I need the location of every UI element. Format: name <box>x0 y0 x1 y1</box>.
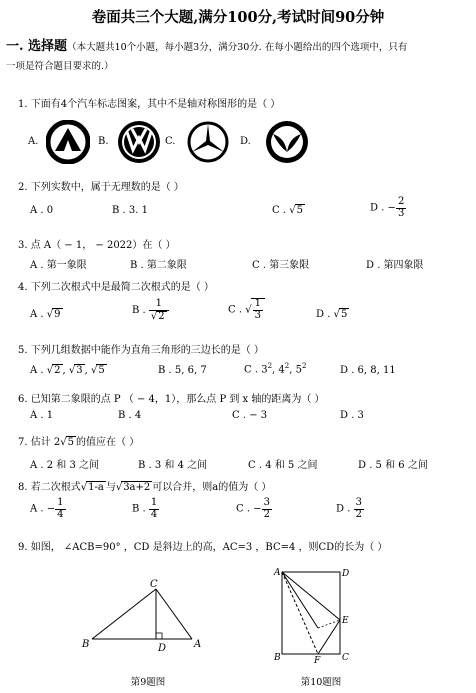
q6-option-c: C . − 3 <box>232 410 268 421</box>
q2-stem: 2. 下列实数中，属于无理数的是（ ） <box>18 182 184 193</box>
q3-option-a: A . 第一象限 <box>30 260 87 271</box>
fig9-label-d: D <box>158 643 167 654</box>
fig10-label-f: F <box>314 656 321 664</box>
q7-option-d: D . 5 和 6 之间 <box>358 460 428 471</box>
q2-option-b: B . 3. 1 <box>112 205 148 216</box>
q6-option-b: B . 4 <box>118 410 142 421</box>
mercedes-logo-icon <box>186 120 230 164</box>
q2-option-c: C . √5 <box>272 205 303 216</box>
fig9-label-a: A <box>194 639 202 650</box>
q7-stem: 7. 估计 2√5 的值应在（ ） <box>18 437 140 448</box>
q8-option-b: B . $\frac{1}{4}$ <box>132 497 158 520</box>
q3-option-b: B . 第二象限 <box>130 260 187 271</box>
q8-option-d: D . $\frac{3}{2}$ <box>336 497 362 520</box>
figure-9-caption: 第9题图 <box>130 677 166 688</box>
q3-stem: 3. 点 A（ − 1， − 2022）在（ ） <box>18 240 176 251</box>
fig10-label-c: C <box>342 653 349 663</box>
fig10-label-e: E <box>342 616 349 626</box>
q3-option-c: C . 第三象限 <box>252 260 310 271</box>
figure-10-diagram <box>272 564 362 664</box>
q7-option-a: A . 2 和 3 之间 <box>30 460 100 471</box>
dongfeng-logo-icon <box>265 120 309 164</box>
fig9-label-b: B <box>82 639 90 650</box>
q7-option-b: B . 3 和 4 之间 <box>138 460 208 471</box>
fig10-label-b: B <box>274 653 281 663</box>
q5-option-a: A . √2 , √3 , √5 <box>30 365 105 376</box>
fig9-label-c: C <box>150 579 158 590</box>
q1-option-c: C. <box>165 136 176 147</box>
fig10-label-a: A <box>274 568 281 578</box>
q1-option-a: A. <box>28 136 39 147</box>
q1-option-b: B. <box>98 136 109 147</box>
q4-option-d: D . √5 <box>316 309 348 320</box>
figure-9-diagram <box>80 575 210 655</box>
q2-option-d: D . − $\frac{2}{3}$ <box>370 196 405 219</box>
q5-stem: 5. 下列几组数据中能作为直角三角形的三边长的是（ ） <box>18 345 264 356</box>
q8-option-c: C . − $\frac{3}{2}$ <box>236 497 270 520</box>
q1-option-d: D. <box>240 136 251 147</box>
q6-option-d: D . 3 <box>340 410 364 421</box>
q5-option-c: C . $3^2$, $4^2$, $5^2$ <box>244 362 307 376</box>
fig10-label-d: D <box>342 569 350 579</box>
q3-option-d: D . 第四象限 <box>366 260 424 271</box>
q4-option-b: B . $\frac{1}{√2}$ <box>132 299 169 322</box>
section-desc-2: 一项是符合题目要求的.） <box>6 61 114 72</box>
q1-stem: 1. 下面有4个汽车标志图案，其中不是轴对称图形的是（ ） <box>18 99 281 110</box>
exam-title: 卷面共三个大题,满分100分,考试时间90分钟 <box>91 9 385 26</box>
q5-option-d: D . 6, 8, 11 <box>340 365 396 376</box>
q4-option-c: C . √ $\frac{1}{3}$ <box>228 298 265 321</box>
section-header <box>6 37 466 76</box>
figure-10-caption: 第10题图 <box>300 677 342 688</box>
q4-stem: 4. 下列二次根式中是最简二次根式的是（ ） <box>18 282 214 293</box>
section-label: 一. 选择题 <box>6 39 68 54</box>
q7-option-c: C . 4 和 5 之间 <box>248 460 318 471</box>
section-desc: （本大题共10个小题，每小题3分，满分30分. 在每小题给出的四个选项中，只有 <box>67 42 408 53</box>
q6-stem: 6. 已知第二象限的点 P （ − 4，1），那么点 P 到 x 轴的距离为（ ） <box>18 394 325 405</box>
vw-logo-icon <box>117 120 161 164</box>
q9-stem: 9. 如图， ∠ACB=90° ，CD 是斜边上的高，AC=3 ，BC=4 ，则CD的长为（ ） <box>18 542 388 553</box>
q8-stem: 8. 若二次根式√1-a 与√3a+2 可以合并，则a的值为（ ） <box>18 482 272 493</box>
infiniti-logo-icon <box>46 120 90 164</box>
q8-option-a: A . − $\frac{1}{4}$ <box>30 497 64 520</box>
q6-option-a: A . 1 <box>30 410 54 421</box>
q2-option-a: A . 0 <box>30 205 54 216</box>
q4-option-a: A . √9 <box>30 309 61 320</box>
q5-option-b: B . 5, 6, 7 <box>158 365 207 376</box>
